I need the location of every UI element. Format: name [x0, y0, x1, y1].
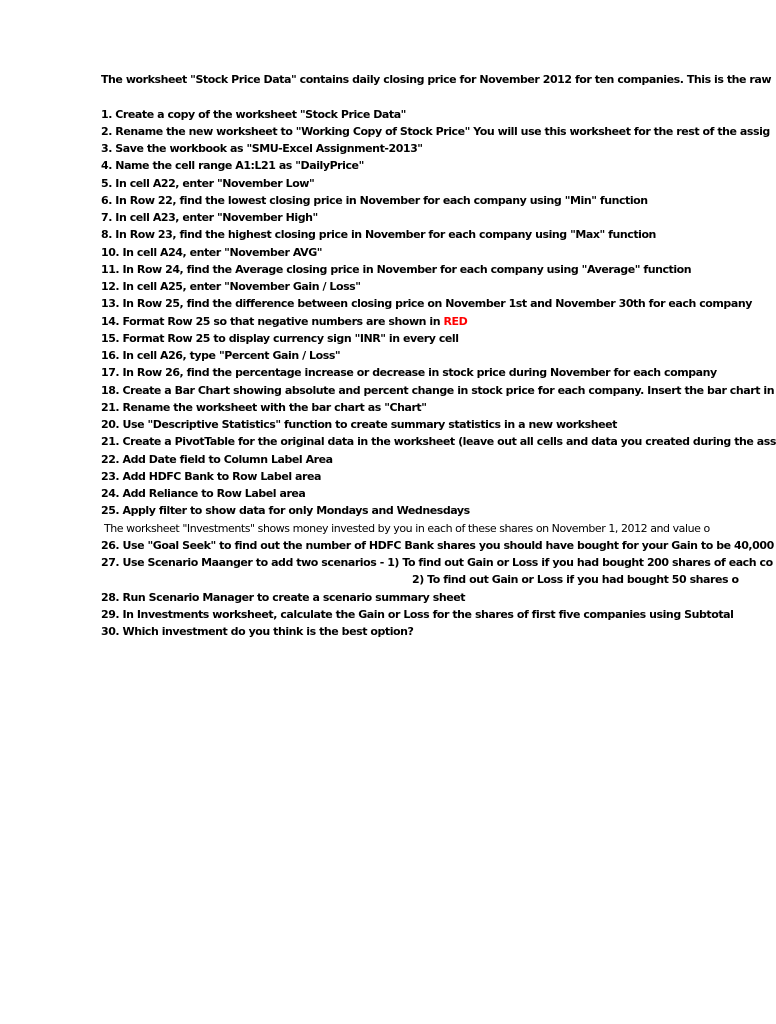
instruction-26: 26. Use "Goal Seek" to find out the number of HDFC Bank shares you should have bought for your Gain to be 40,000	[101, 539, 774, 552]
instruction-21a: 21. Rename the worksheet with the bar chart as "Chart"	[101, 401, 427, 414]
instruction-18: 18. Create a Bar Chart showing absolute and percent change in stock price for each company. Insert the bar chart in	[101, 384, 775, 397]
investments-note: The worksheet "Investments" shows money invested by you in each of these shares on November 1, 2012 and value o	[104, 522, 710, 535]
intro-text: The worksheet "Stock Price Data" contains daily closing price for November 2012 for ten companies. This is the raw	[101, 73, 772, 86]
instruction-7: 7. In cell A23, enter "November High"	[101, 211, 318, 224]
instruction-3: 3. Save the workbook as "SMU-Excel Assignment-2013"	[101, 142, 423, 155]
red-highlight: RED	[443, 315, 468, 328]
instruction-21b: 21. Create a PivotTable for the original data in the worksheet (leave out all cells and data you created during the ass	[101, 435, 776, 448]
instruction-22: 22. Add Date field to Column Label Area	[101, 453, 333, 466]
instruction-12: 12. In cell A25, enter "November Gain / Loss"	[101, 280, 361, 293]
instruction-10: 10. In cell A24, enter "November AVG"	[101, 246, 323, 259]
instruction-15: 15. Format Row 25 to display currency sign "INR" in every cell	[101, 332, 459, 345]
instruction-4: 4. Name the cell range A1:L21 as "DailyPrice"	[101, 159, 364, 172]
instruction-27-scenario-2: 2) To find out Gain or Loss if you had bought 50 shares o	[412, 573, 739, 586]
instruction-14	[101, 313, 467, 330]
instruction-17: 17. In Row 26, find the percentage increase or decrease in stock price during November for each company	[101, 366, 717, 379]
instruction-13: 13. In Row 25, find the difference between closing price on November 1st and November 30th for each company	[101, 297, 752, 310]
instruction-11: 11. In Row 24, find the Average closing price in November for each company using "Average" function	[101, 263, 692, 276]
instruction-23: 23. Add HDFC Bank to Row Label area	[101, 470, 321, 483]
instruction-8: 8. In Row 23, find the highest closing price in November for each company using "Max" function	[101, 228, 656, 241]
instruction-20: 20. Use "Descriptive Statistics" function to create summary statistics in a new worksheet	[101, 418, 617, 431]
instruction-14-text: 14. Format Row 25 so that negative numbers are shown in	[101, 315, 444, 328]
instruction-16: 16. In cell A26, type "Percent Gain / Loss"	[101, 349, 341, 362]
instruction-24: 24. Add Reliance to Row Label area	[101, 487, 306, 500]
instruction-27: 27. Use Scenario Maanger to add two scenarios - 1) To find out Gain or Loss if you had bought 200 shares of each co	[101, 556, 773, 569]
instruction-29: 29. In Investments worksheet, calculate the Gain or Loss for the shares of first five companies using Subtotal	[101, 608, 734, 621]
instruction-6: 6. In Row 22, find the lowest closing price in November for each company using "Min" function	[101, 194, 648, 207]
instruction-30: 30. Which investment do you think is the best option?	[101, 625, 414, 638]
instruction-2: 2. Rename the new worksheet to "Working Copy of Stock Price" You will use this worksheet for the rest of the assig	[101, 125, 770, 138]
worksheet-text	[101, 71, 776, 651]
instruction-1: 1. Create a copy of the worksheet "Stock Price Data"	[101, 108, 406, 121]
instruction-25: 25. Apply filter to show data for only Mondays and Wednesdays	[101, 504, 470, 517]
instruction-28: 28. Run Scenario Manager to create a scenario summary sheet	[101, 591, 466, 604]
instruction-5: 5. In cell A22, enter "November Low"	[101, 177, 315, 190]
